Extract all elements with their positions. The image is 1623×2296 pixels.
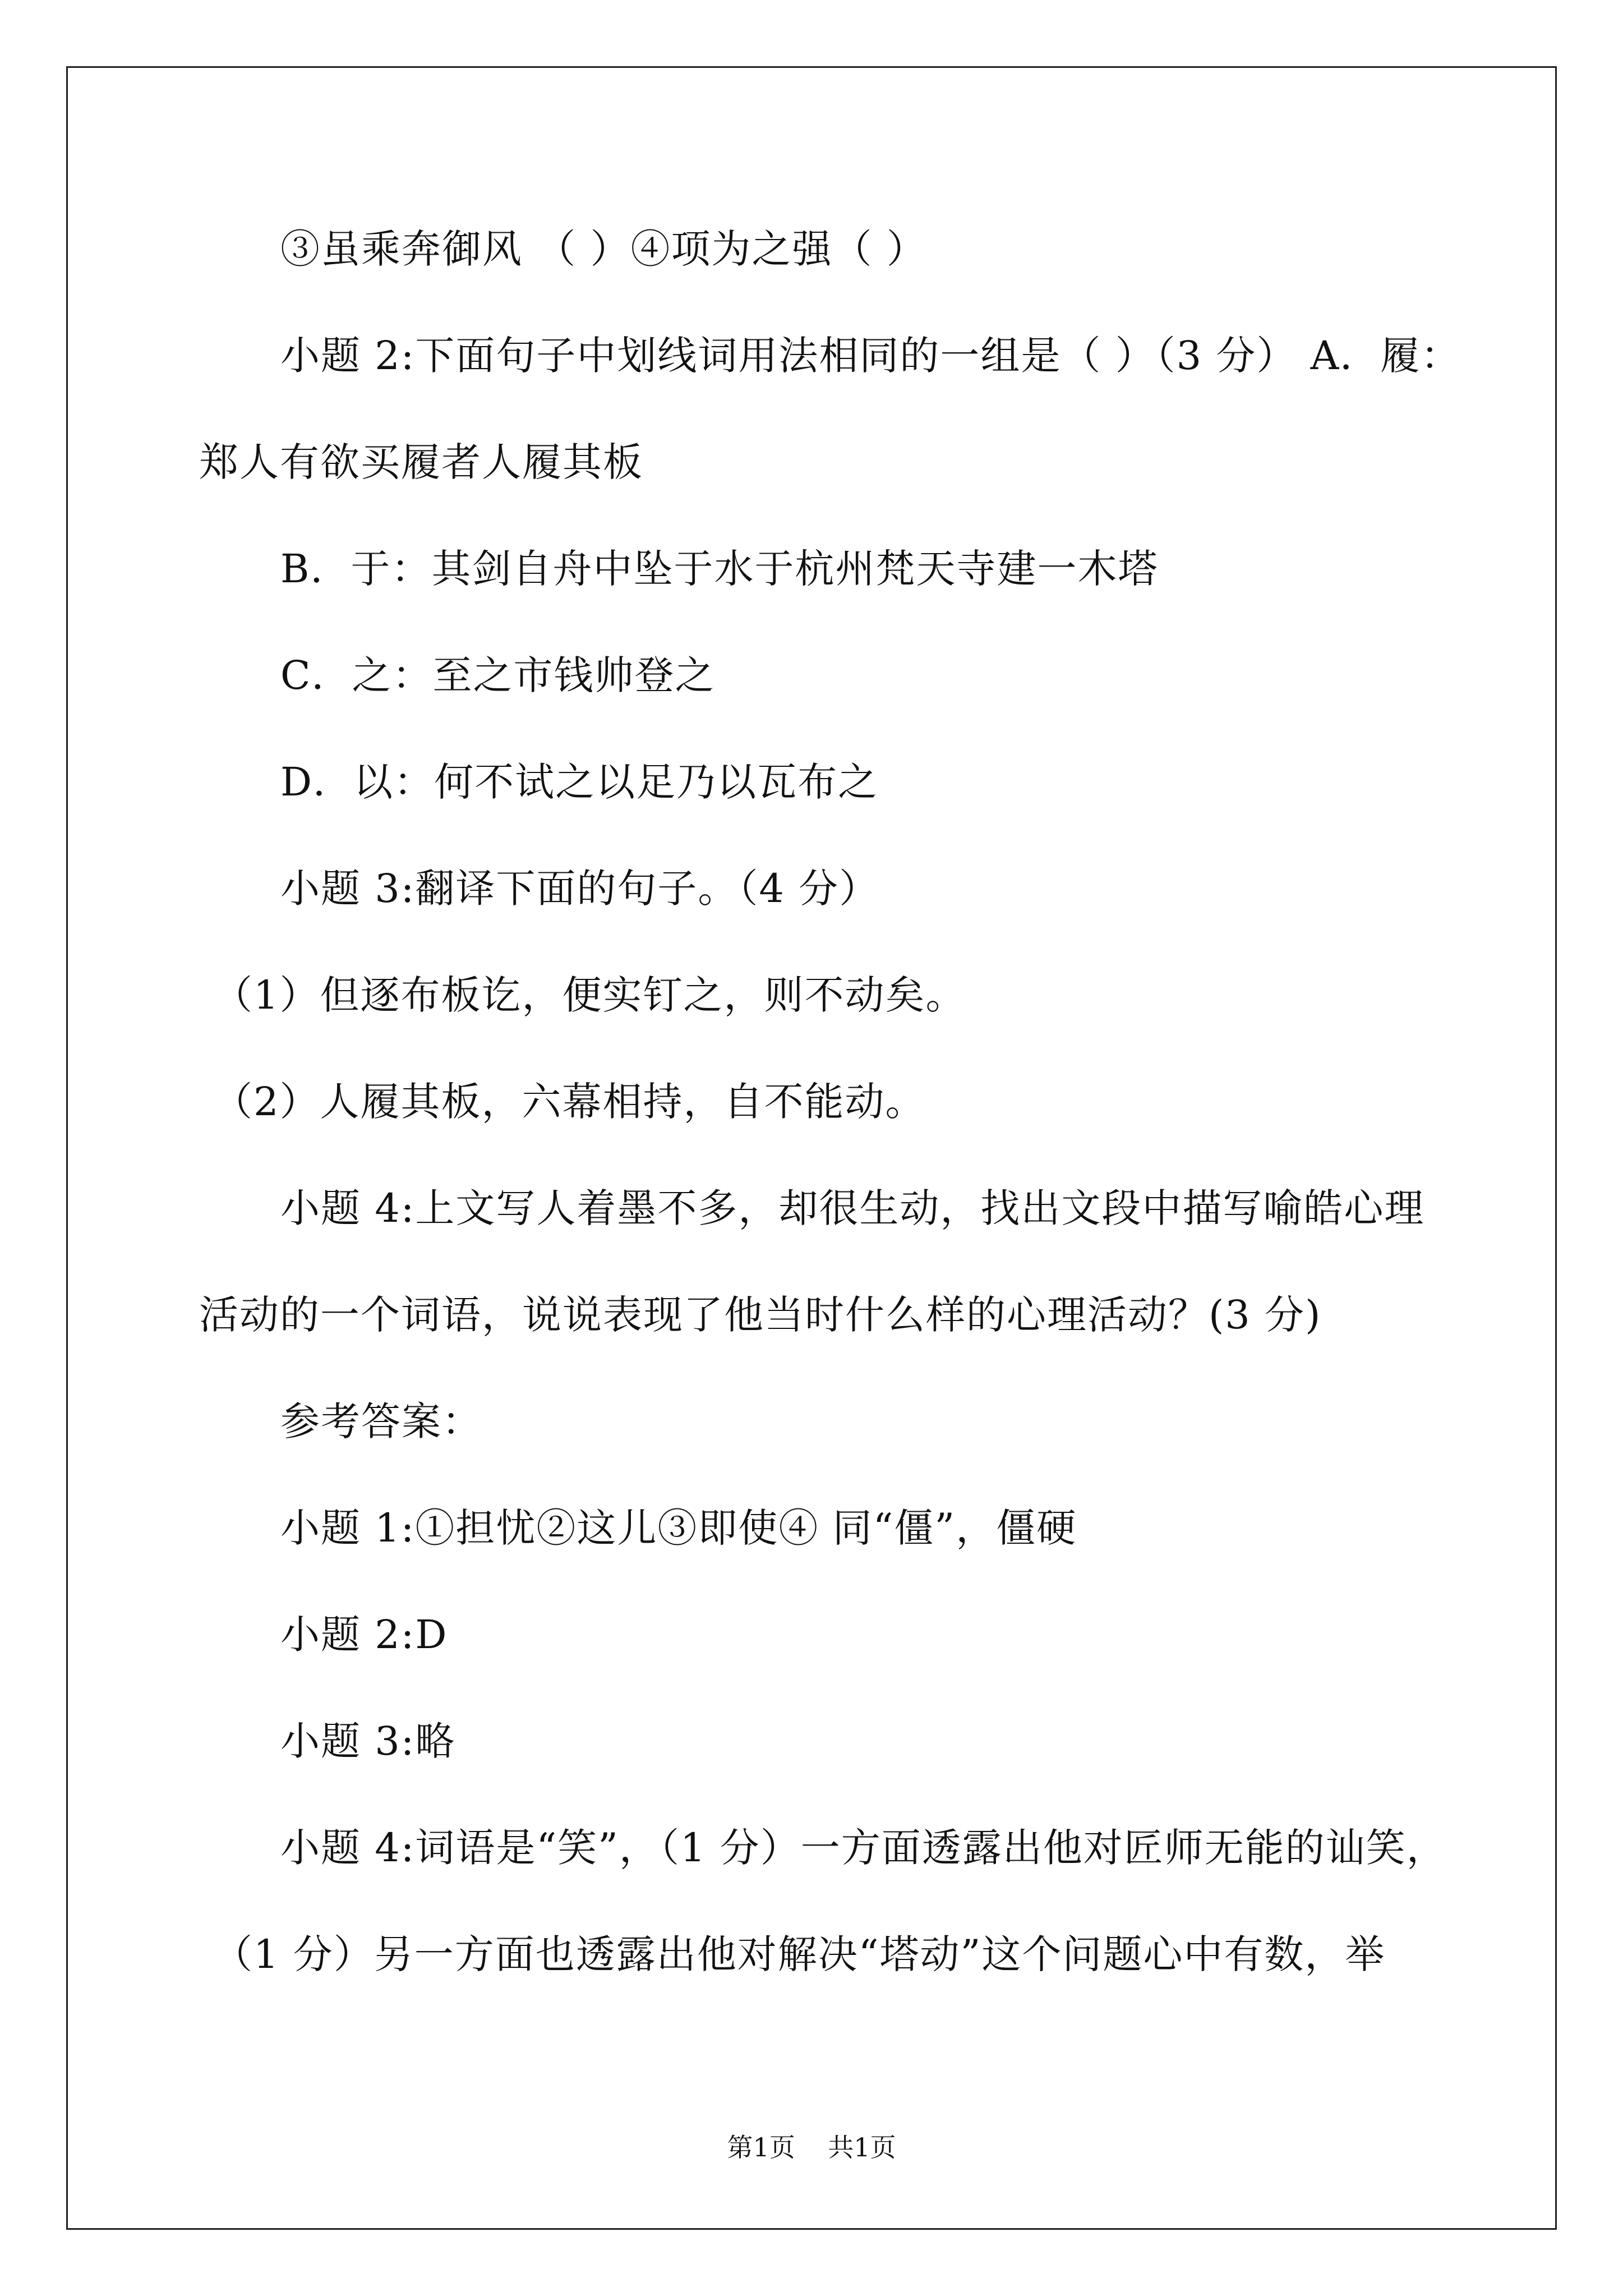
- text-line-question2-option-b: B．于：其剑自舟中坠于水于杭州梵天寺建一木塔: [280, 546, 1159, 592]
- text-line-question3-sentence2: （2）人履其板，六幕相持，自不能动。: [213, 1079, 926, 1125]
- text-line-answer3: 小题 3:略: [280, 1718, 456, 1764]
- text-line-question3-prompt: 小题 3:翻译下面的句子。（4 分）: [280, 866, 880, 912]
- text-line-answer4: 小题 4:词语是“笑”，（1 分）一方面透露出他对匠师无能的讪笑，: [280, 1825, 1447, 1871]
- text-line-question4-prompt: 小题 4:上文写人着墨不多，却很生动，找出文段中描写喻皓心理: [280, 1185, 1425, 1231]
- text-line-answer4-cont: （1 分）另一方面也透露出他对解决“塔动”这个问题心中有数，举: [213, 1931, 1386, 1977]
- text-line-question2-option-a: 郑人有欲买履者人履其板: [199, 439, 643, 485]
- text-line-answer-heading: 参考答案：: [280, 1398, 482, 1444]
- text-line-question2-option-c: C．之：至之市钱帅登之: [280, 652, 716, 698]
- text-line-question2-option-d: D．以：何不试之以足乃以瓦布之: [280, 759, 879, 805]
- page-footer: 第1页 共1页: [727, 2132, 896, 2162]
- text-line-question2-prompt: 小题 2:下面句子中划线词用法相同的一组是（ ）（3 分） A．履：: [280, 333, 1461, 379]
- text-line-question1-items: ③虽乘奔御风 （ ）④项为之强（ ）: [280, 226, 927, 272]
- text-line-answer1: 小题 1:①担忧②这儿③即使④ 同“僵”，僵硬: [280, 1505, 1077, 1551]
- text-line-question3-sentence1: （1）但逐布板讫，便实钉之，则不动矣。: [213, 972, 966, 1018]
- text-line-question4-prompt-cont: 活动的一个词语，说说表现了他当时什么样的心理活动？(3 分): [199, 1292, 1322, 1338]
- page-border: [66, 66, 1557, 2230]
- text-line-answer2: 小题 2:D: [280, 1612, 448, 1658]
